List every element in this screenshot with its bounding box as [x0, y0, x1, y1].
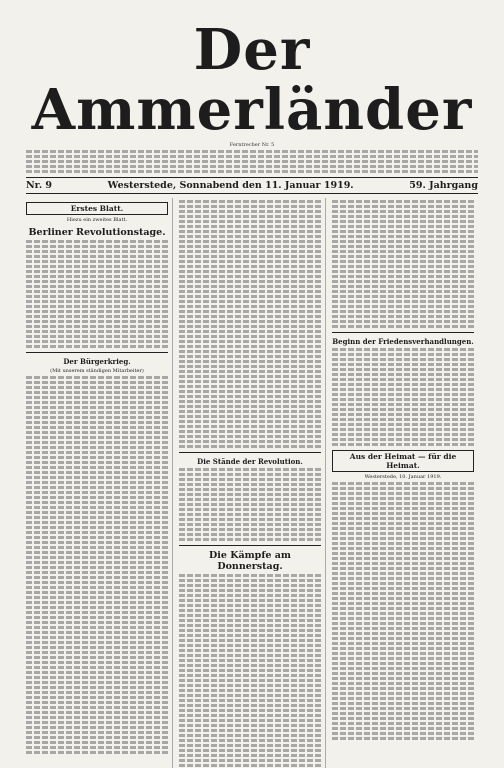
issue-bar: [26, 177, 478, 194]
headline-sub: (Mit unserem ständigen Mitarbeiter): [50, 368, 144, 374]
headline: Berliner Revolutionstage.: [28, 227, 166, 238]
headline: Der Bürgerkrieg.: [63, 357, 131, 366]
section-box: Erstes Blatt.: [26, 202, 168, 215]
issue-year: 59. Jahrgang: [409, 180, 478, 191]
section-box: Aus der Heimat — für die Heimat.: [332, 450, 474, 472]
headline: Die Kämpfe am Donnerstag.: [209, 550, 291, 572]
issue-dateline: Westerstede, Sonnabend den 11. Januar 1919.: [107, 180, 354, 191]
issue-number: Nr. 9: [26, 180, 53, 191]
section-dateline: Westerstede, 10. Januar 1919.: [364, 474, 442, 480]
column-2: [179, 198, 326, 768]
masthead-fineprint: [26, 150, 478, 173]
column-3: [332, 198, 478, 768]
headline: Beginn der Friedensverhandlungen.: [332, 337, 474, 346]
masthead: Der Ammerländer: [31, 17, 473, 143]
headline: Die Stände der Revolution.: [197, 457, 303, 466]
subtitle: Ferntrecher Nr. 5: [229, 142, 275, 148]
section-note: Hiezu ein zweites Blatt.: [66, 217, 128, 223]
column-1: [26, 198, 173, 768]
